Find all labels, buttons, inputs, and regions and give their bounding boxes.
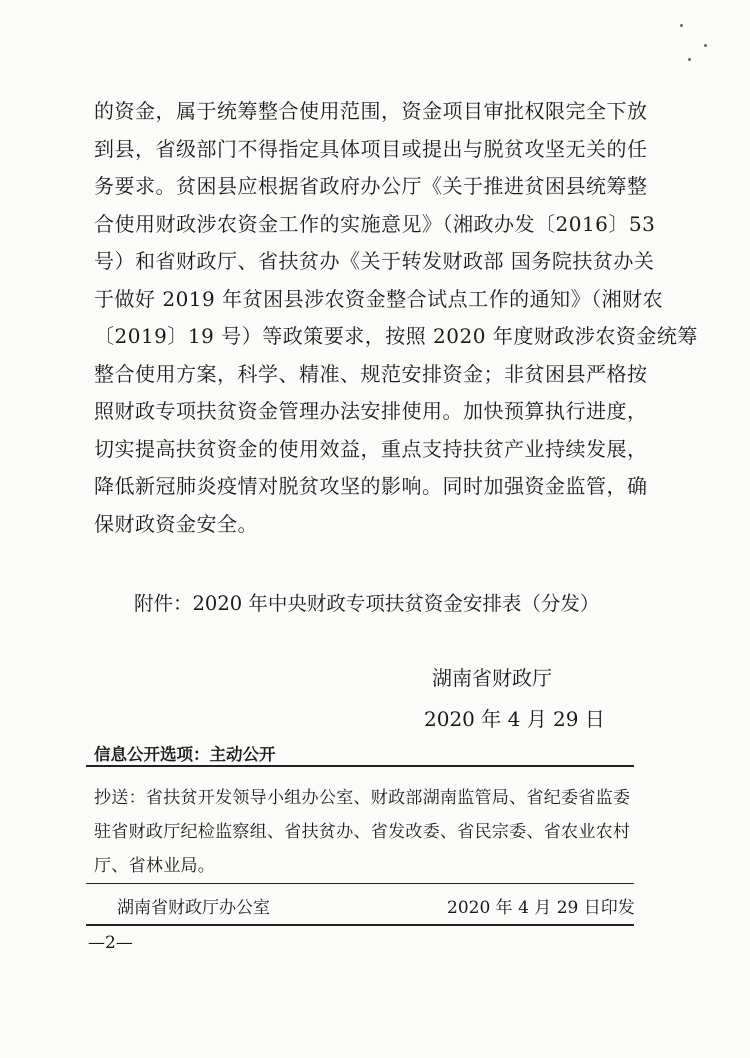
speck <box>680 24 683 27</box>
attachment-note: 附件：2020 年中央财政专项扶贫资金安排表（分发） <box>134 592 600 615</box>
body-line: 合使用财政涉农资金工作的实施意见》（湘政办发〔2016〕53 <box>94 211 656 236</box>
page-number: —2— <box>88 933 133 953</box>
body-line: 降低新冠肺炎疫情对脱贫攻坚的影响。同时加强资金监管，确 <box>94 474 648 498</box>
body-line: 到县，省级部门不得指定具体项目或提出与脱贫攻坚无关的任 <box>94 136 648 161</box>
signature-date: 2020 年 4 月 29 日 <box>424 707 605 731</box>
cc-line: 驻省财政厅纪检监察组、省扶贫办、省发改委、省民宗委、省农业农村 <box>94 822 631 842</box>
body-line: 于做好 2019 年贫困县涉农资金整合试点工作的通知》（湘财农 <box>94 286 664 311</box>
body-line: 务要求。贫困县应根据省政府办公厅《关于推进贫困县统筹整 <box>94 174 648 198</box>
divider-middle <box>86 883 634 884</box>
body-line: 切实提高扶贫资金的使用效益，重点支持扶贫产业持续发展， <box>94 436 648 461</box>
divider-top <box>86 765 634 767</box>
body-line: 整合使用方案，科学、精准、规范安排资金；非贫困县严格按 <box>94 361 648 386</box>
disclosure-option: 信息公开选项：主动公开 <box>94 745 276 764</box>
body-line: 照财政专项扶贫资金管理办法安排使用。加快预算执行进度， <box>94 399 648 423</box>
signature-org: 湖南省财政厅 <box>432 666 552 690</box>
speck <box>704 44 707 47</box>
cc-line: 抄送：省扶贫开发领导小组办公室、财政部湖南监管局、省纪委省监委 <box>94 788 631 808</box>
body-line: 〔2019〕19 号）等政策要求，按照 2020 年度财政涉农资金统筹 <box>94 324 698 348</box>
body-text <box>94 93 698 543</box>
divider-bottom <box>86 924 634 926</box>
cc-block <box>94 781 639 883</box>
footer-print-date: 2020 年 4 月 29 日印发 <box>447 898 635 918</box>
footer-issuer: 湖南省财政厅办公室 <box>117 898 270 918</box>
body-line: 保财政资金安全。 <box>94 511 258 536</box>
body-line: 的资金，属于统筹整合使用范围，资金项目审批权限完全下放 <box>94 99 648 123</box>
body-line: 号）和省财政厅、省扶贫办《关于转发财政部 国务院扶贫办关 <box>94 249 655 273</box>
cc-line: 厅、省林业局。 <box>94 856 216 876</box>
speck <box>688 58 691 61</box>
